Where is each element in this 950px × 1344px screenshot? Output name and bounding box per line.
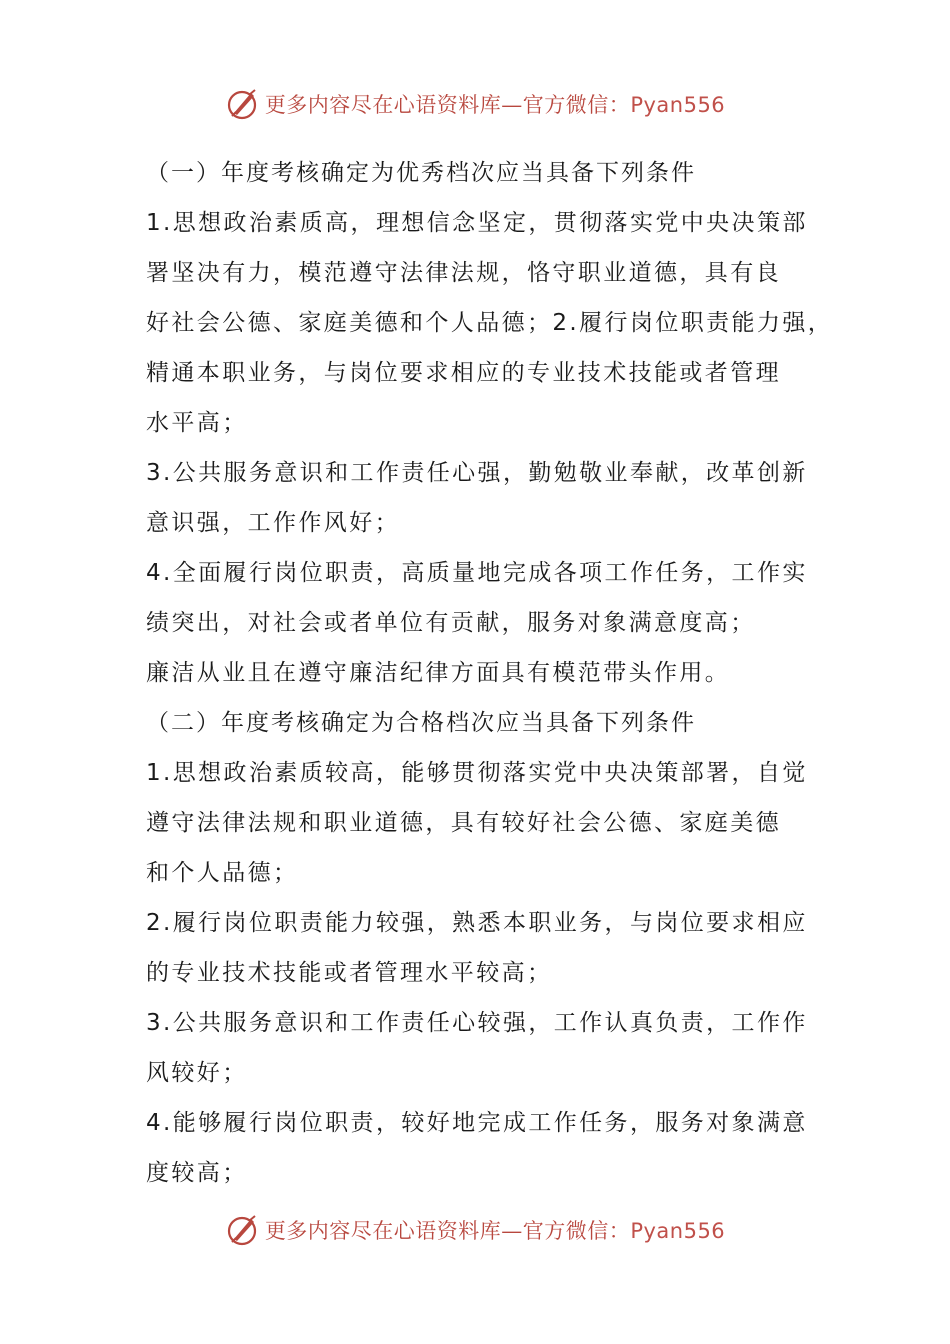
watermark-text [265,89,725,119]
paragraph-line: 1.思想政治素质高，理想信念坚定，贯彻落实党中央决策部 [146,210,808,236]
watermark-text [265,1215,725,1245]
paragraph-line: 和个人品德； [146,860,299,886]
paragraph-line: 精通本职业务，与岗位要求相应的专业技术技能或者管理 [146,360,781,386]
paragraph-line: 3.公共服务意识和工作责任心强，勤勉敬业奉献，改革创新 [146,460,808,486]
watermark-wechat-id: Pyan556 [630,93,726,117]
paragraph-line: 绩突出，对社会或者单位有贡献，服务对象满意度高； [146,610,756,636]
watermark-header [0,84,950,124]
paragraph-line: 署坚决有力，模范遵守法律法规，恪守职业道德，具有良 [146,260,781,286]
paragraph-line: 4.全面履行岗位职责，高质量地完成各项工作任务，工作实 [146,560,808,586]
document-body [146,148,834,1198]
quill-logo-icon [225,1213,259,1247]
section-heading: （一）年度考核确定为优秀档次应当具备下列条件 [146,160,696,186]
paragraph-line: 2.履行岗位职责能力较强，熟悉本职业务，与岗位要求相应 [146,910,808,936]
paragraph-line: 意识强，工作作风好； [146,510,400,536]
watermark-cn: 更多内容尽在心语资料库—官方微信： [264,93,631,117]
quill-logo-icon [225,87,259,121]
paragraph-line: 水平高； [146,410,248,436]
paragraph-line: 好社会公德、家庭美德和个人品德；2.履行岗位职责能力强， [146,310,834,336]
section-heading: （二）年度考核确定为合格档次应当具备下列条件 [146,710,696,736]
paragraph-line: 的专业技术技能或者管理水平较高； [146,960,553,986]
paragraph-line: 1.思想政治素质较高，能够贯彻落实党中央决策部署，自觉 [146,760,808,786]
paragraph-line: 遵守法律法规和职业道德，具有较好社会公德、家庭美德 [146,810,781,836]
paragraph-line: 4.能够履行岗位职责，较好地完成工作任务，服务对象满意 [146,1110,808,1136]
watermark-wechat-id: Pyan556 [630,1219,726,1243]
paragraph-line: 3.公共服务意识和工作责任心较强，工作认真负责，工作作 [146,1010,808,1036]
paragraph-line: 风较好； [146,1060,248,1086]
watermark-footer [0,1210,950,1250]
paragraph-line: 度较高； [146,1160,248,1186]
paragraph-line: 廉洁从业且在遵守廉洁纪律方面具有模范带头作用。 [146,660,731,686]
watermark-cn: 更多内容尽在心语资料库—官方微信： [264,1219,631,1243]
